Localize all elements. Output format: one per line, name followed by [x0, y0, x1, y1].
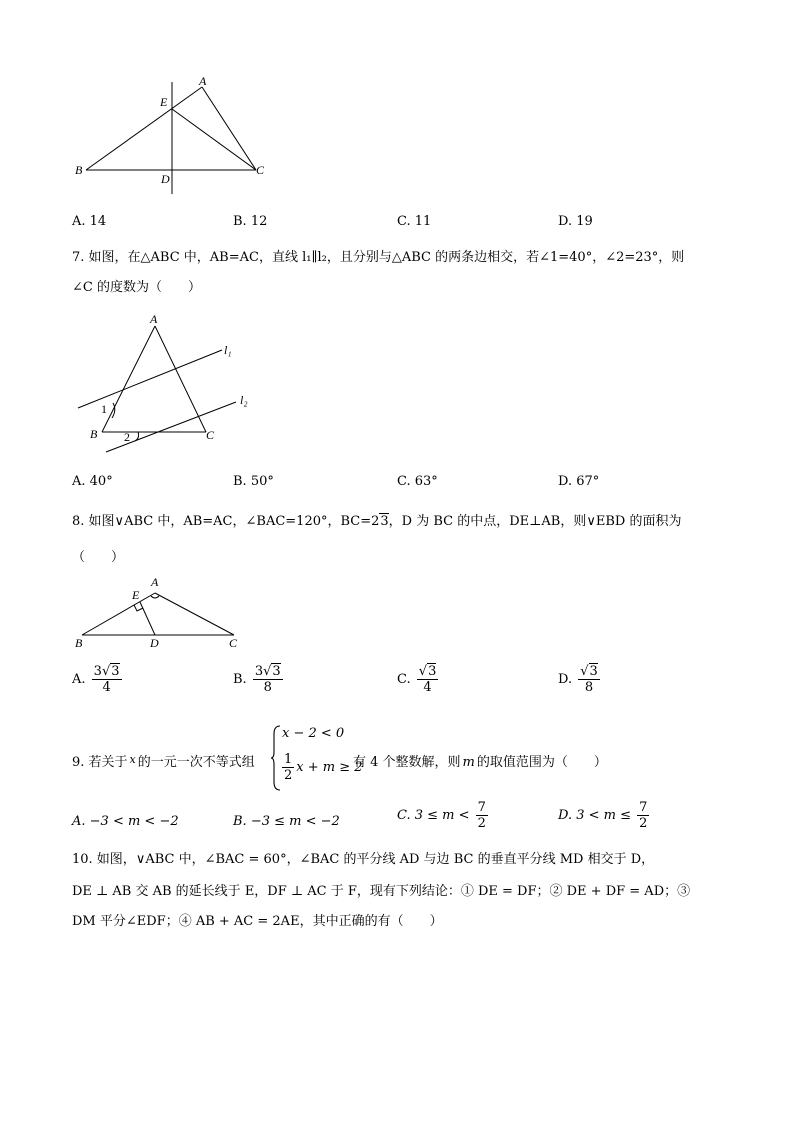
label-D: D: [161, 172, 170, 186]
option-c[interactable]: C. 63°: [397, 474, 438, 489]
q7-line2: ∠C 的度数为（ ）: [72, 280, 201, 295]
label-A: A: [151, 575, 159, 589]
label-l1: l₁: [224, 343, 232, 357]
label-C: C: [206, 428, 215, 442]
q8-line2: （ ）: [72, 550, 125, 565]
option-a[interactable]: A. 40°: [72, 474, 113, 489]
label-A: A: [199, 74, 207, 88]
q10-line3: DM 平分∠EDF；④ AB + AC = 2AE，其中正确的有（ ）: [72, 914, 443, 929]
option-a[interactable]: A. 14: [72, 214, 107, 229]
label-D: D: [150, 636, 159, 650]
label-l2: l₂: [240, 393, 248, 407]
label-B: B: [75, 163, 83, 177]
option-b[interactable]: B. −3 ≤ m < −2: [233, 814, 340, 829]
option-a[interactable]: A. −3 < m < −2: [72, 814, 179, 829]
option-c[interactable]: C. $\frac{√3}{4}$: [397, 664, 437, 695]
angle-2: 2: [124, 430, 130, 444]
option-c[interactable]: C. 3 ≤ m < $\frac{7}{2}$: [397, 800, 486, 831]
q7-figure: [70, 310, 260, 460]
option-b[interactable]: B. $\frac{3√3}{8}$: [233, 664, 281, 695]
label-C: C: [256, 163, 265, 177]
label-A: A: [150, 312, 158, 326]
label-E: E: [160, 95, 168, 109]
option-d[interactable]: D. 3 < m ≤ $\frac{7}{2}$: [558, 800, 648, 831]
label-B: B: [90, 427, 98, 441]
label-E: E: [132, 588, 140, 602]
q8-line1: 8. 如图∨ABC 中，AB=AC，∠BAC=120°，BC=23，D 为 BC 的中点，DE⊥AB，则∨EBD 的面积为: [72, 514, 682, 529]
label-B: B: [75, 636, 83, 650]
option-b[interactable]: B. 12: [233, 214, 268, 229]
option-a[interactable]: A. $\frac{3√3}{4}$: [72, 664, 120, 695]
q8-figure: [70, 572, 250, 654]
option-d[interactable]: D. 19: [558, 214, 593, 229]
angle-1: 1: [101, 402, 107, 416]
q7-line1: 7. 如图，在△ABC 中，AB=AC，直线 l₁∥l₂，且分别与△ABC 的两条边相交，若∠1=40°，∠2=23°，则: [72, 250, 685, 265]
option-c[interactable]: C. 11: [397, 214, 432, 229]
option-d[interactable]: D. 67°: [558, 474, 600, 489]
q10-line1: 10. 如图，∨ABC 中，∠BAC = 60°，∠BAC 的平分线 AD 与边 BC 的垂直平分线 MD 相交于 D，: [72, 852, 655, 867]
option-d[interactable]: D. $\frac{√3}{8}$: [558, 664, 598, 695]
q10-line2: DE ⊥ AB 交 AB 的延长线于 E，DF ⊥ AC 于 F，现有下列结论：① DE = DF；② DE + DF = AD；③: [72, 884, 691, 899]
q6-figure: [70, 70, 280, 200]
label-C: C: [229, 636, 238, 650]
option-b[interactable]: B. 50°: [233, 474, 274, 489]
